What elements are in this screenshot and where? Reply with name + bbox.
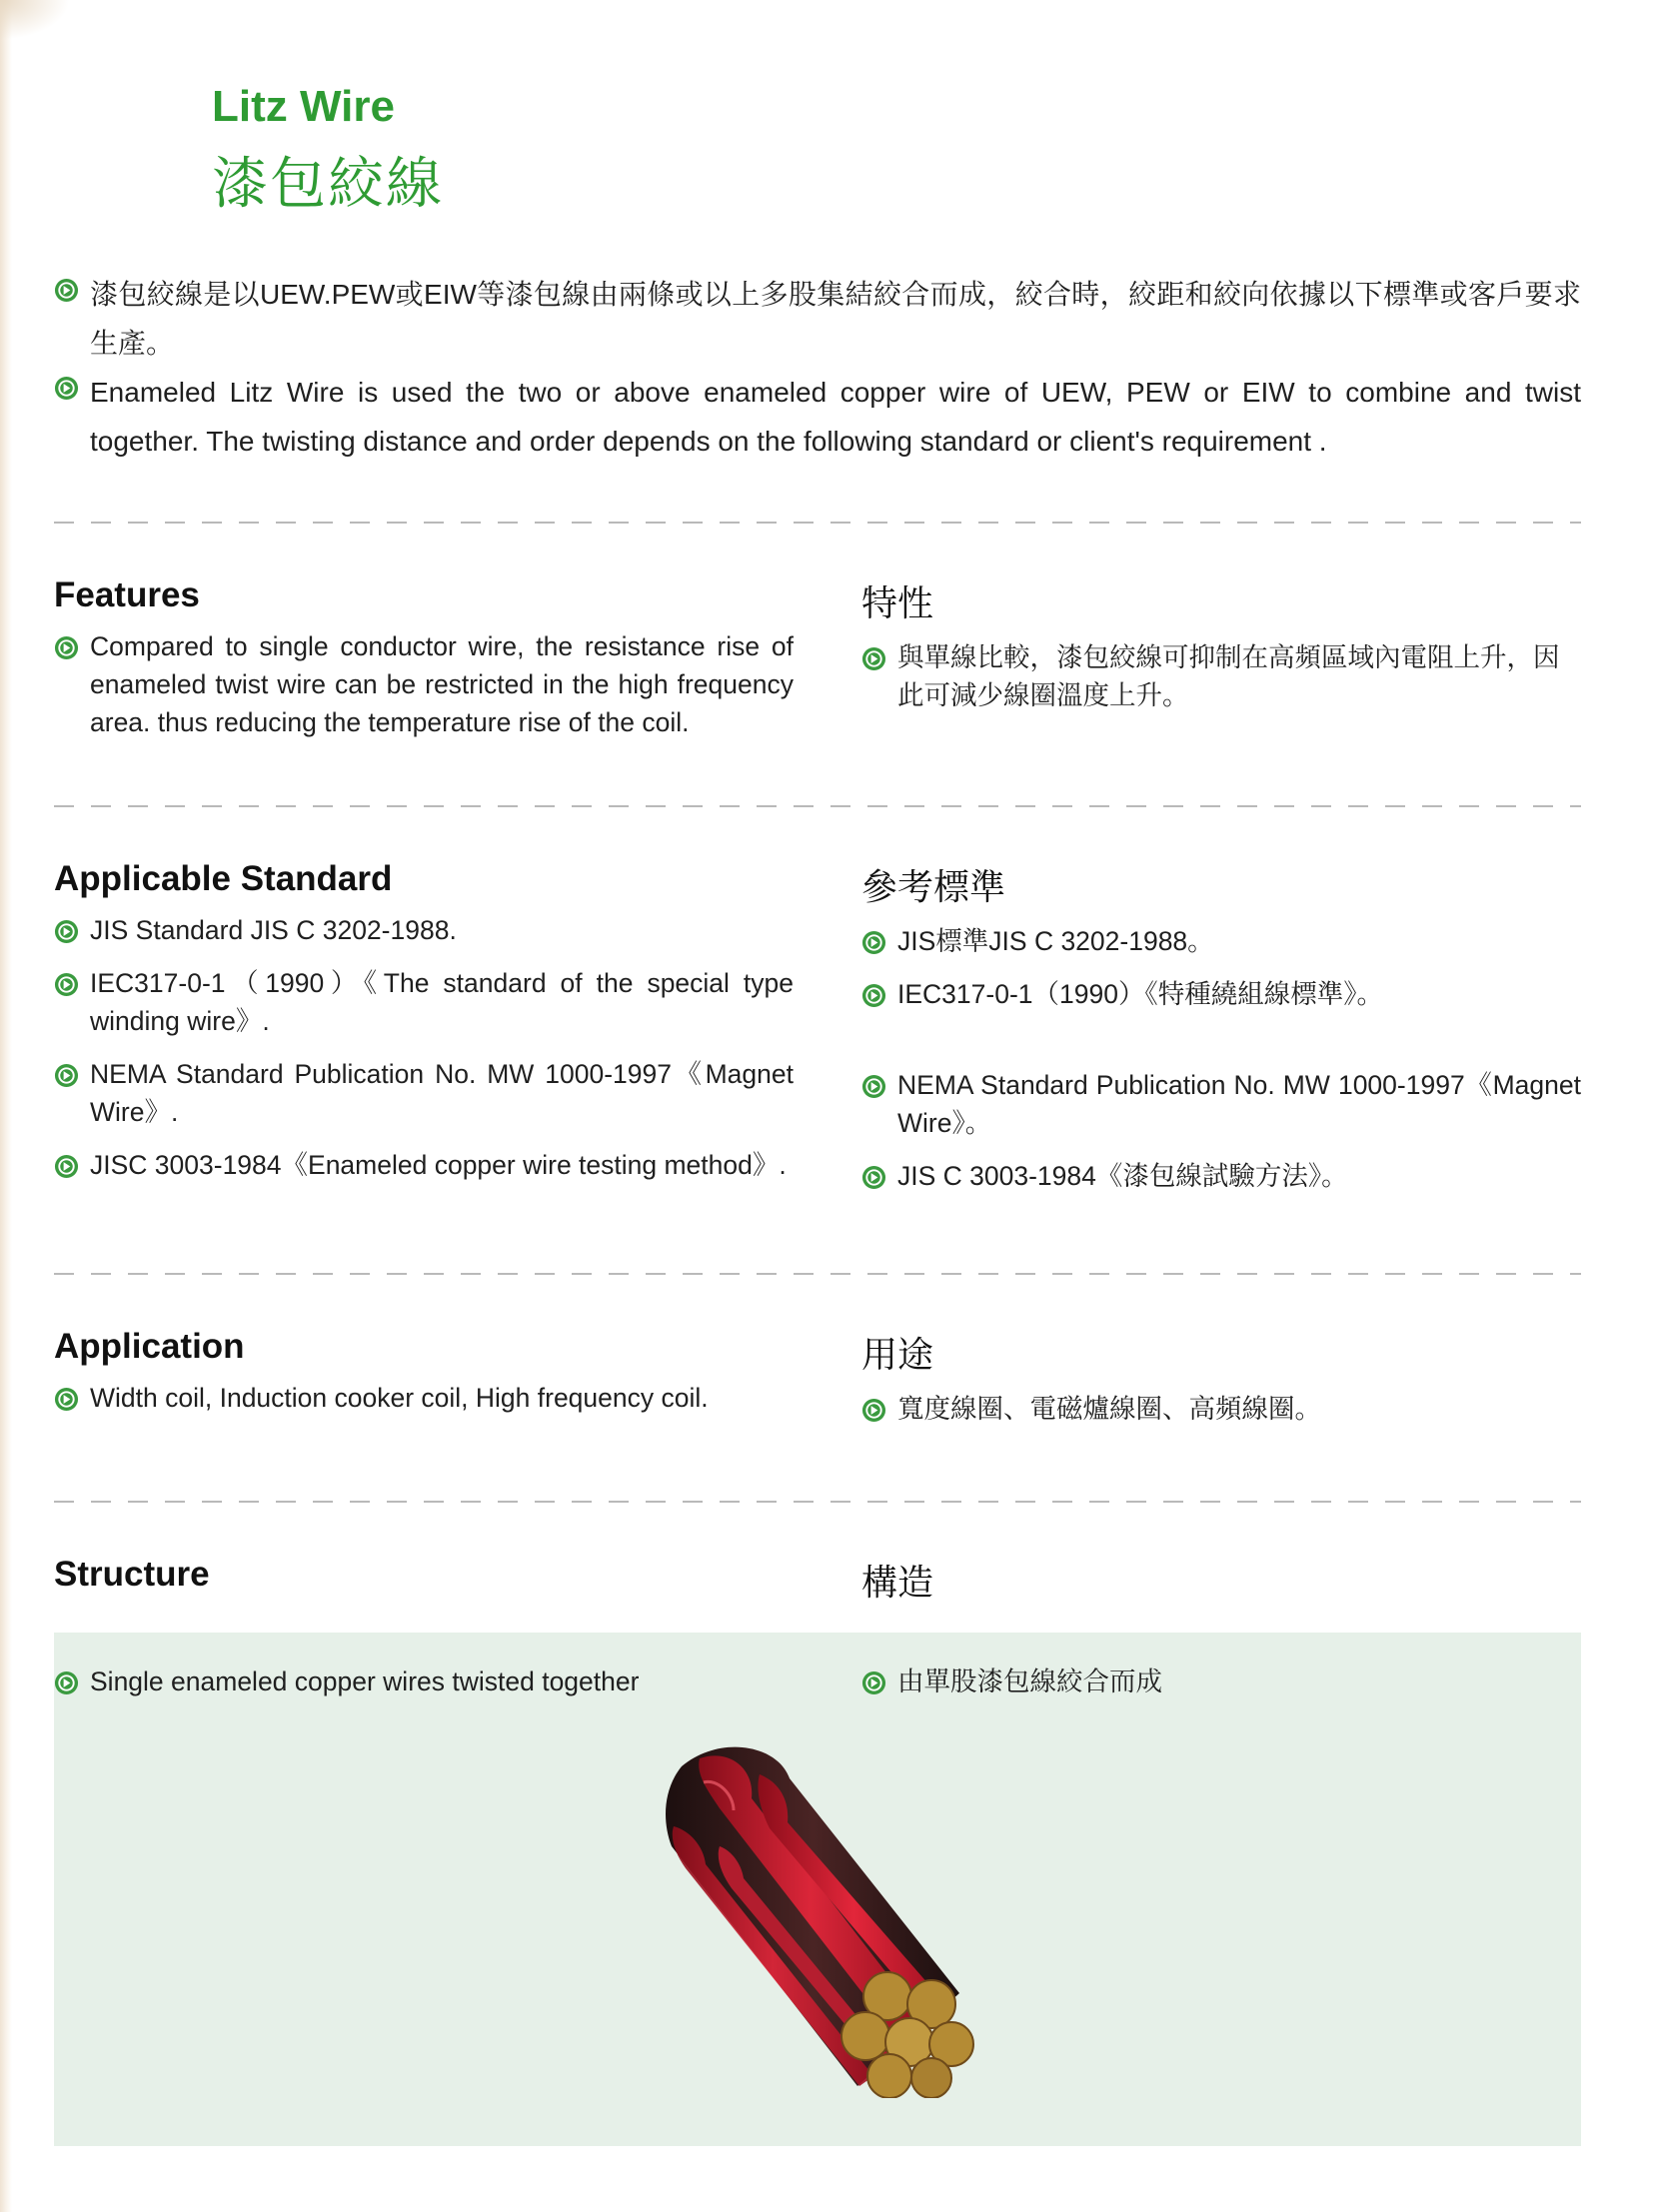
application-item-en: Width coil, Induction cooker coil, High frequency coil. [54, 1379, 794, 1417]
green-circle-bullet-icon [54, 1063, 79, 1088]
features-heading-zh: 特性 [861, 582, 934, 623]
green-circle-bullet-icon [54, 1154, 79, 1179]
green-circle-bullet-icon [54, 278, 79, 303]
intro-paragraph-en [54, 368, 1581, 466]
structure-item-block-en [54, 1662, 794, 1700]
page-corner-shadow [0, 0, 70, 40]
green-circle-bullet-icon [861, 1165, 886, 1190]
green-circle-bullet-icon [861, 983, 886, 1008]
features-item-zh: 與單線比較，漆包絞線可抑制在高頻區域內電阻上升，因此可減少線圈溫度上升。 [861, 638, 1581, 714]
application-heading-en: Application [54, 1327, 245, 1366]
green-circle-bullet-icon [54, 1387, 79, 1412]
standards-heading-en: Applicable Standard [54, 859, 393, 898]
features-column-zh [861, 575, 1581, 714]
green-circle-bullet-icon [861, 1398, 886, 1423]
green-circle-bullet-icon [861, 930, 886, 955]
green-circle-bullet-icon [861, 1074, 886, 1099]
section-divider [54, 805, 1581, 807]
standard-item-en: JIS Standard JIS C 3202-1988. [54, 911, 794, 949]
page-edge-shadow [0, 0, 12, 2212]
application-column-zh [861, 1327, 1581, 1428]
green-circle-bullet-icon [861, 1670, 886, 1695]
standard-item-zh: JIS C 3003-1984《漆包線試驗方法》。 [861, 1157, 1581, 1195]
intro-paragraph-zh [54, 270, 1581, 368]
application-heading-zh: 用途 [861, 1334, 934, 1375]
green-circle-bullet-icon [54, 376, 79, 401]
standards-heading-zh: 參考標準 [861, 866, 1006, 907]
application-item-zh: 寬度線圈、電磁爐線圈、高頻線圈。 [861, 1390, 1581, 1428]
structure-heading-block-en [54, 1555, 794, 1607]
intro-section [54, 270, 1581, 466]
standard-item-en: IEC317-0-1（1990）《The standard of the special type winding wire》. [54, 964, 794, 1040]
structure-heading-en: Structure [54, 1555, 210, 1594]
standards-column-en [54, 859, 794, 1184]
standard-item-en: NEMA Standard Publication No. MW 1000-1997《Magnet Wire》. [54, 1055, 794, 1131]
green-circle-bullet-icon [54, 972, 79, 997]
standard-item-en: JISC 3003-1984《Enameled copper wire testing method》. [54, 1146, 794, 1184]
structure-item-block-zh [861, 1662, 1581, 1700]
features-item-en: Compared to single conductor wire, the resistance rise of enameled twist wire can be restricted in the high frequency area. thus reducing the temperature rise of the coil. [54, 627, 794, 741]
green-circle-bullet-icon [54, 635, 79, 660]
green-circle-bullet-icon [54, 1670, 79, 1695]
standard-item-zh: NEMA Standard Publication No. MW 1000-1997《Magnet Wire》。 [861, 1066, 1581, 1142]
green-circle-bullet-icon [54, 919, 79, 944]
page-title-zh: 漆包絞線 [212, 152, 444, 215]
intro-text-en: Enameled Litz Wire is used the two or above enameled copper wire of UEW, PEW or EIW to combine and twist together. The twisting distance and order depends on the following standard or client's requirement . [90, 377, 1581, 457]
standard-item-zh: JIS標準JIS C 3202-1988。 [861, 922, 1581, 960]
structure-item-en: Single enameled copper wires twisted together [54, 1662, 794, 1700]
structure-heading-zh: 構造 [861, 1562, 934, 1603]
features-heading-en: Features [54, 575, 200, 614]
section-divider [54, 522, 1581, 524]
standard-item-zh: IEC317-0-1（1990）《特種繞組線標準》。 [861, 975, 1581, 1013]
intro-text-zh: 漆包絞線是以UEW.PEW或EIW等漆包線由兩條或以上多股集結絞合而成，絞合時，絞距和絞向依據以下標準或客戶要求生產。 [90, 279, 1581, 359]
twisted-litz-wire-illustration [660, 1738, 1019, 2098]
section-divider [54, 1273, 1581, 1275]
section-divider [54, 1501, 1581, 1503]
application-column-en [54, 1327, 794, 1417]
standards-column-zh [861, 859, 1581, 1195]
green-circle-bullet-icon [861, 646, 886, 671]
features-column-en [54, 575, 794, 741]
structure-heading-block-zh [861, 1555, 1581, 1618]
page-title-en: Litz Wire [212, 82, 395, 131]
structure-item-zh: 由單股漆包線絞合而成 [861, 1662, 1581, 1700]
